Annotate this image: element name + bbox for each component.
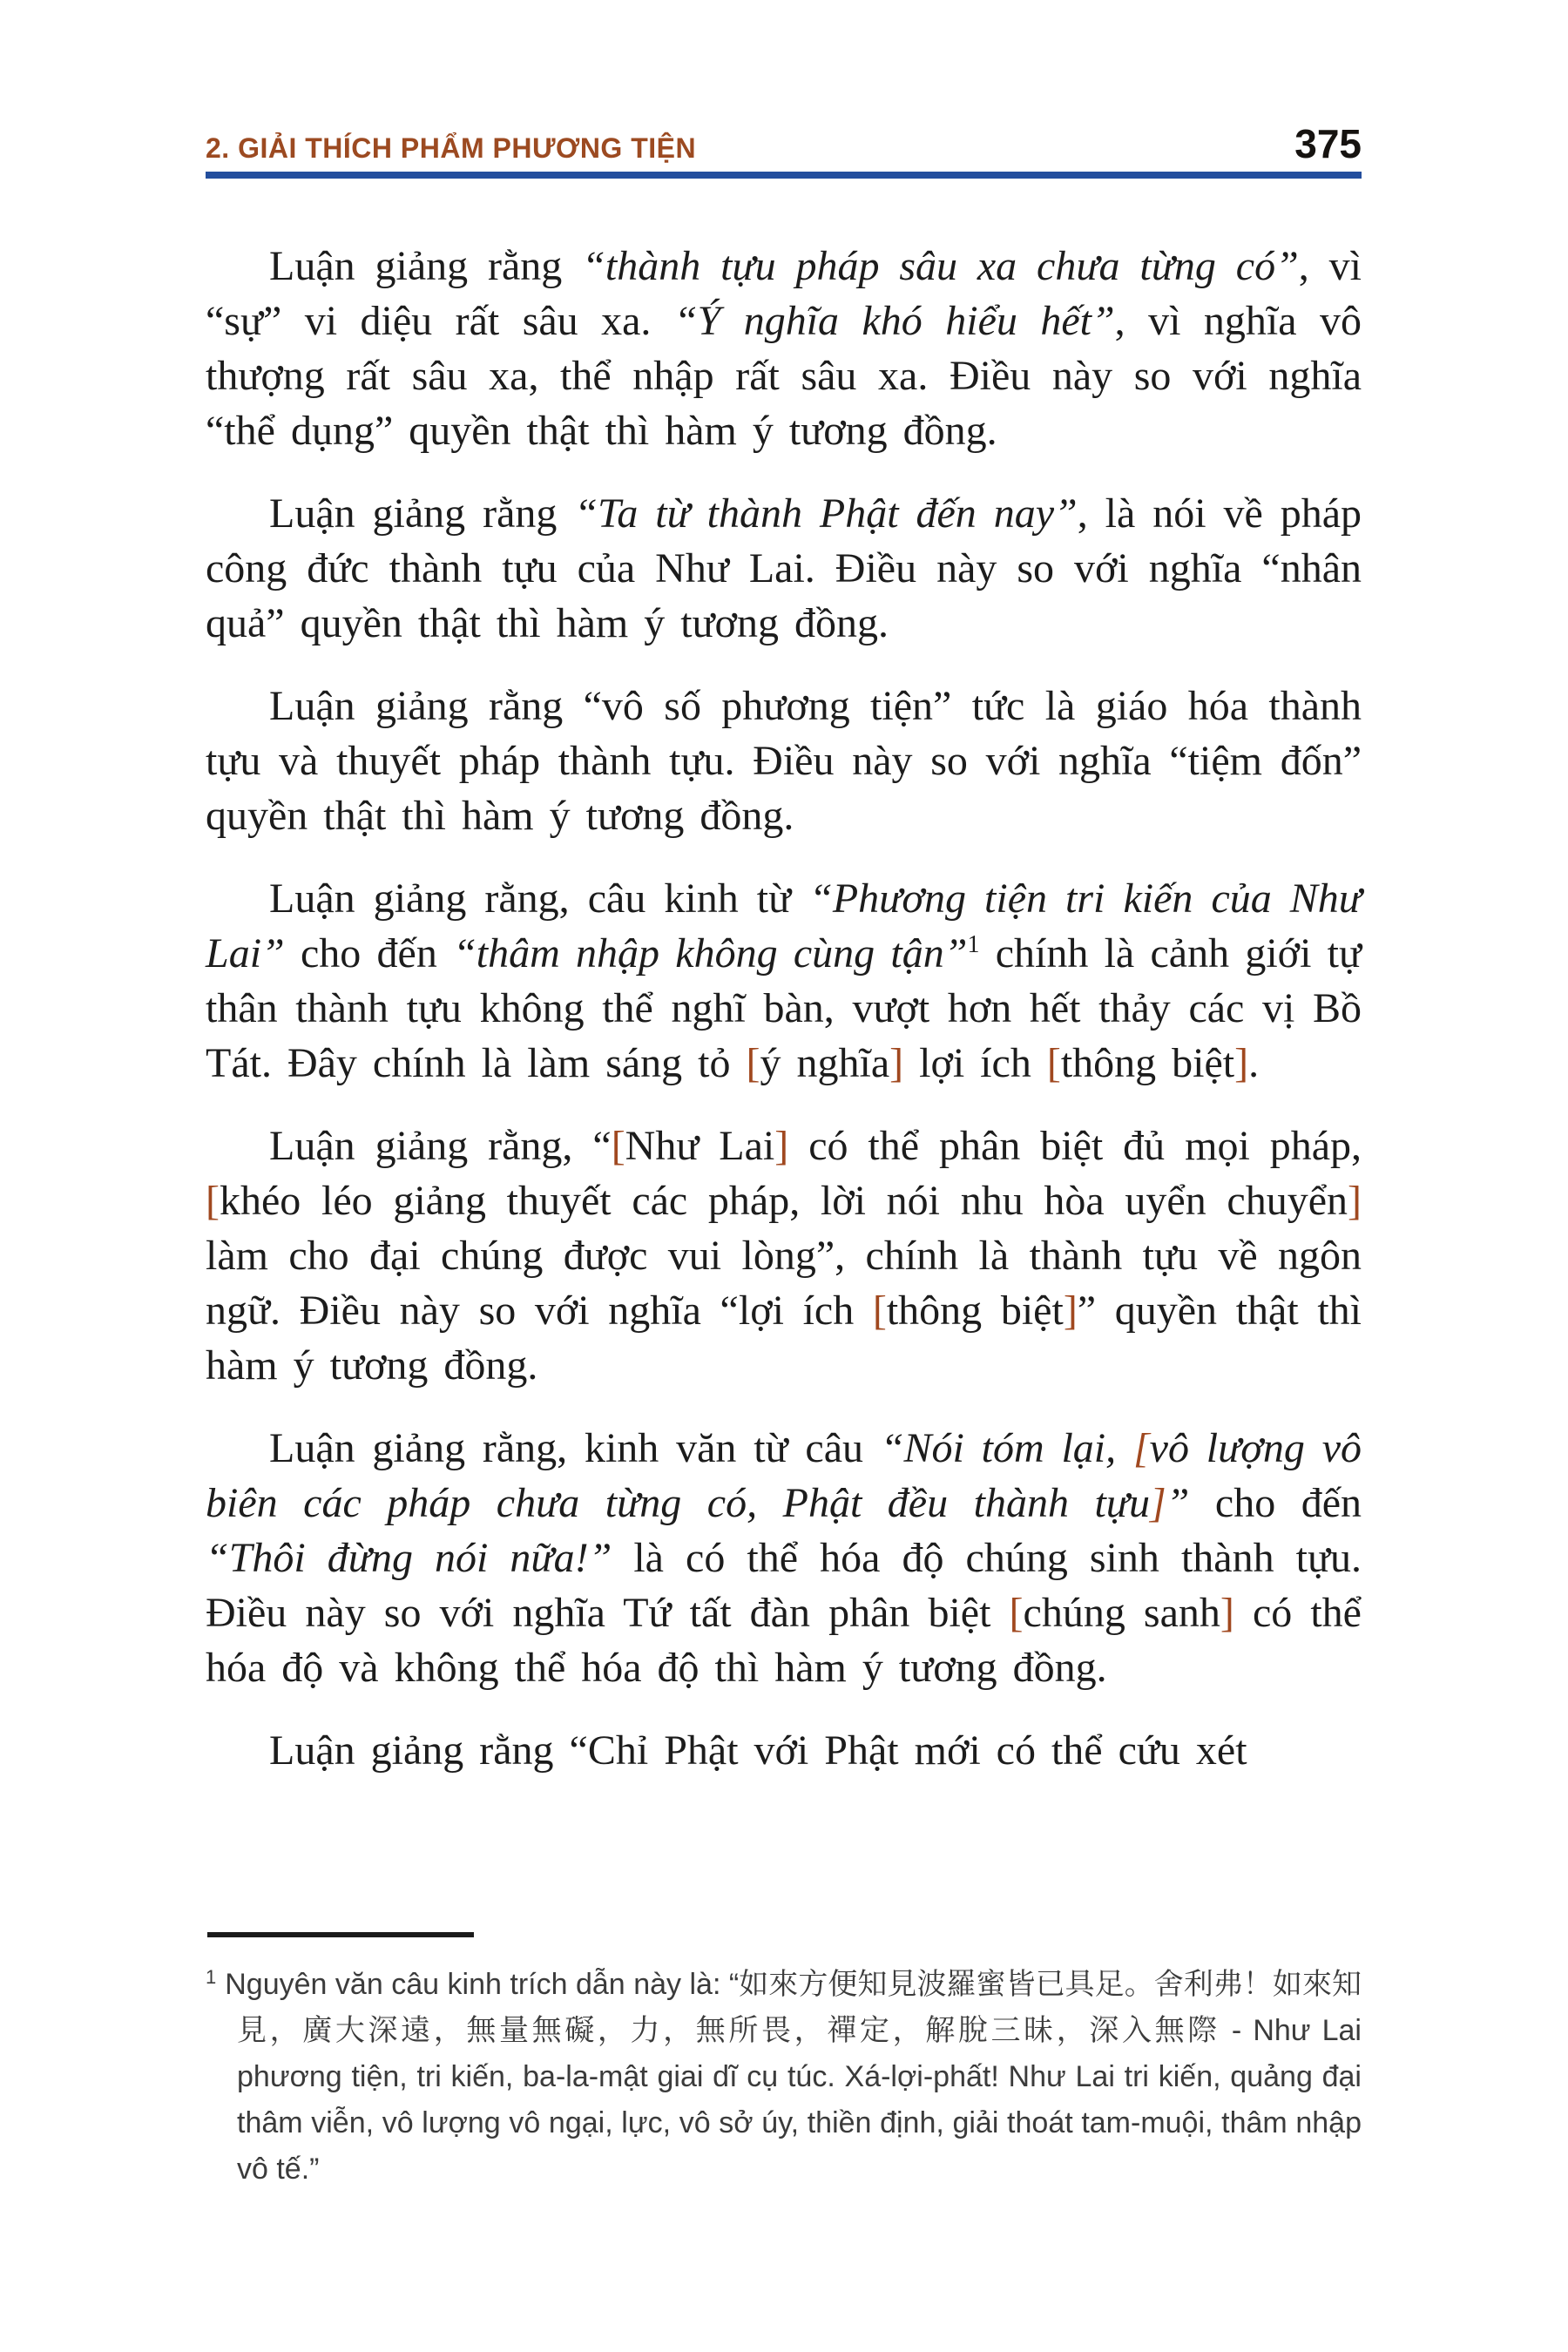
text-run: cho đến	[1189, 1480, 1362, 1526]
text-run: chính là cảnh giới tự thân thành tựu không thể nghĩ bàn, vượt hơn hết thảy các vị Bồ Tát. Đây chính là làm sáng tỏ	[206, 930, 1362, 1086]
text-run: ]	[1220, 1590, 1234, 1636]
text-run: Luận giảng rằng, kinh văn từ câu	[269, 1425, 881, 1471]
footnote-paragraph	[206, 1962, 1362, 2193]
text-run: [	[746, 1040, 760, 1086]
text-run: thông biệt	[886, 1288, 1064, 1334]
text-run: ]	[1234, 1040, 1249, 1086]
text-run: ]	[774, 1123, 789, 1169]
text-run: Luận giảng rằng “Chỉ Phật với Phật mới có thể cứu xét	[269, 1727, 1247, 1774]
text-run: ]	[1348, 1178, 1362, 1224]
text-run: Nguyên văn câu kinh trích dẫn này là: “如來方便知見波羅蜜皆已具足。舍利弗！如來知見，廣大深遠，無量無礙，力，無所畏，禪定，解脫三昧，深入無際 - Như Lai phương tiện, tri kiến, ba-la-mật giai dĩ cụ túc. Xá-lợi-phất! Như Lai tri kiến, quảng đại thâm viễn, vô lượng vô ngại, lực, vô sở úy, thiền định, giải thoát tam-muội, thâm nhập vô tế.”	[225, 1968, 1362, 2186]
text-run: Luận giảng rằng, “	[269, 1123, 612, 1169]
text-run: ý nghĩa	[760, 1040, 890, 1086]
text-run: Luận giảng rằng	[269, 490, 575, 537]
text-run: [	[206, 1178, 220, 1224]
text-run: , vì nghĩa vô thượng rất sâu xa, thể nhập rất sâu xa. Điều này so với nghĩa “thể dụng” quyền thật thì hàm ý tương đồng.	[206, 298, 1362, 454]
paragraph	[206, 1421, 1362, 1695]
text-run: ]	[1149, 1480, 1166, 1526]
text-run: [	[1009, 1590, 1024, 1636]
text-run: có thể hóa độ và không thể hóa độ thì hàm ý tương đồng.	[206, 1590, 1362, 1691]
text-run: vô lượng vô biên các pháp chưa từng có, Phật đều thành tựu	[206, 1425, 1362, 1526]
text-run: Luận giảng rằng “vô số phương tiện” tức là giáo hóa thành tựu và thuyết pháp thành tựu. Điều này so với nghĩa “tiệm đốn” quyền thật thì hàm ý tương đồng.	[206, 683, 1362, 839]
text-run: thông biệt	[1060, 1040, 1235, 1086]
paragraph	[206, 239, 1362, 458]
text-run: ]	[889, 1040, 904, 1086]
text-run: , vì “sự” vi diệu rất sâu xa.	[206, 243, 1362, 344]
text-run: “Nói tóm lại,	[880, 1425, 1133, 1471]
text-run: khéo léo giảng thuyết các pháp, lời nói nhu hòa uyển chuyển	[219, 1178, 1348, 1224]
text-run: [	[1046, 1040, 1061, 1086]
text-run: .	[1248, 1040, 1260, 1086]
header-rule	[206, 172, 1362, 179]
paragraph	[206, 1723, 1362, 1778]
text-run: “Ý nghĩa khó hiểu hết”	[673, 298, 1115, 344]
text-run: [	[872, 1288, 887, 1334]
text-run: [	[1132, 1425, 1150, 1471]
text-run: “Phương tiện tri kiến của Như Lai”	[206, 875, 1362, 977]
text-run: “Thôi đừng nói nữa!”	[206, 1535, 612, 1581]
body-text	[206, 239, 1362, 1806]
text-run: Luận giảng rằng	[269, 243, 583, 289]
footnote	[206, 1962, 1362, 2193]
paragraph	[206, 486, 1362, 651]
text-run: Luận giảng rằng, câu kinh từ	[269, 875, 810, 922]
text-run: ]	[1063, 1288, 1078, 1334]
text-run: cho đến	[284, 930, 454, 977]
paragraph	[206, 1119, 1362, 1393]
page-header	[206, 120, 1362, 167]
text-run: “thành tựu pháp sâu xa chưa từng có”	[582, 243, 1299, 289]
paragraph	[206, 679, 1362, 843]
footnote-separator	[207, 1932, 474, 1937]
text-run: [	[611, 1123, 625, 1169]
text-run: lợi ích	[903, 1040, 1047, 1086]
text-run: “thâm nhập không cùng tận”	[453, 930, 968, 977]
text-run: ” quyền thật thì hàm ý tương đồng.	[206, 1288, 1362, 1389]
footnote-marker: 1	[206, 1965, 217, 1988]
text-run: Như Lai	[625, 1123, 775, 1169]
paragraph	[206, 871, 1362, 1091]
text-run: làm cho đại chúng được vui lòng”, chính là thành tựu về ngôn ngữ. Điều này so với nghĩa “lợi ích	[206, 1233, 1362, 1334]
page-number: 375	[1294, 121, 1362, 166]
text-run: ”	[1166, 1480, 1190, 1526]
running-header-title: 2. GIẢI THÍCH PHẨM PHƯƠNG TIỆN	[206, 132, 697, 164]
text-run: có thể phân biệt đủ mọi pháp,	[788, 1123, 1362, 1169]
footnote-reference: 1	[967, 931, 980, 958]
text-run: là có thể hóa độ chúng sinh thành tựu. Điều này so với nghĩa Tứ tất đàn phân biệt	[206, 1535, 1362, 1636]
text-run: , là nói về pháp công đức thành tựu của Như Lai. Điều này so với nghĩa “nhân quả” quyền thật thì hàm ý tương đồng.	[206, 490, 1362, 646]
text-run: “Ta từ thành Phật đến nay”	[574, 490, 1078, 537]
text-run: chúng sanh	[1023, 1590, 1220, 1636]
